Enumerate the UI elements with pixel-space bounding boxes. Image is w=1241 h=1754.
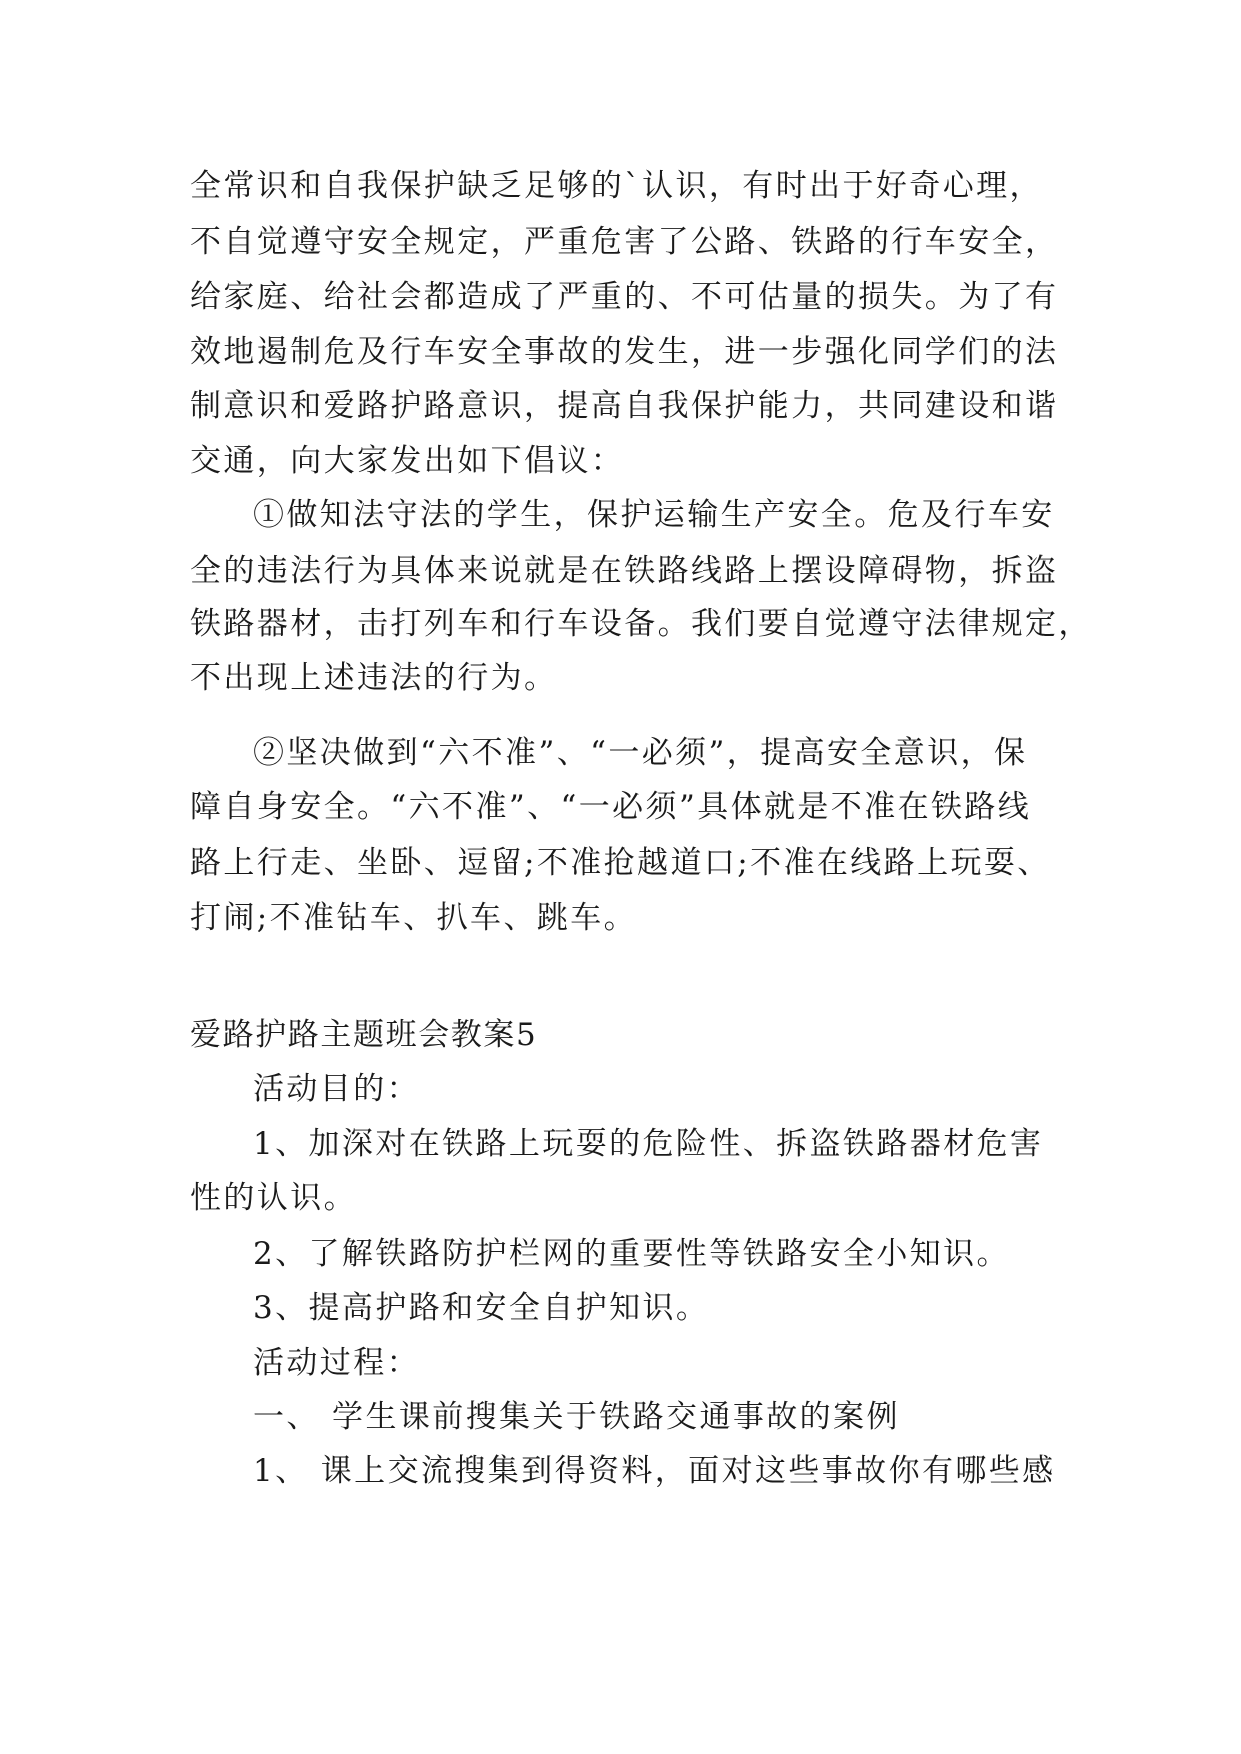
process-step-one-item: 1、 课上交流搜集到得资料，面对这些事故你有哪些感 <box>253 1453 1056 1489</box>
proposal-two-line: 打闹;不准钻车、扒车、跳车。 <box>190 900 638 936</box>
purpose-item-one-line: 1、加深对在铁路上玩耍的危险性、拆盗铁路器材危害 <box>253 1126 1044 1162</box>
paragraph-line: 交通，向大家发出如下倡议： <box>190 443 625 479</box>
proposal-two-line: 障自身安全。“六不准”、“一必须”具体就是不准在铁路线 <box>190 789 1032 825</box>
proposal-two-line: 路上行走、坐卧、逗留;不准抢越道口;不准在线路上玩耍、 <box>190 845 1051 881</box>
paragraph-line: 全常识和自我保护缺乏足够的`认识，有时出于好奇心理， <box>190 168 1043 204</box>
proposal-one-line: 不出现上述违法的行为。 <box>190 660 558 696</box>
proposal-one-line: ①做知法守法的学生，保护运输生产安全。危及行车安 <box>253 497 1055 533</box>
purpose-heading: 活动目的： <box>253 1071 420 1107</box>
process-heading: 活动过程： <box>253 1345 420 1381</box>
paragraph-line: 制意识和爱路护路意识，提高自我保护能力，共同建设和谐 <box>190 388 1059 424</box>
paragraph-line: 不自觉遵守安全规定，严重危害了公路、铁路的行车安全， <box>190 224 1059 260</box>
purpose-item-three: 3、提高护路和安全自护知识。 <box>253 1290 710 1326</box>
purpose-item-one-line: 性的认识。 <box>190 1180 357 1216</box>
proposal-one-line: 全的违法行为具体来说就是在铁路线路上摆设障碍物，拆盗 <box>190 553 1059 589</box>
paragraph-line: 效地遏制危及行车安全事故的发生，进一步强化同学们的法 <box>190 334 1059 370</box>
process-step-one: 一、 学生课前搜集关于铁路交通事故的案例 <box>253 1399 900 1435</box>
paragraph-line: 给家庭、给社会都造成了严重的、不可估量的损失。为了有 <box>190 279 1059 315</box>
section-title: 爱路护路主题班会教案5 <box>190 1017 538 1053</box>
proposal-one-line: 铁路器材，击打列车和行车设备。我们要自觉遵守法律规定， <box>190 606 1092 642</box>
purpose-item-two: 2、了解铁路防护栏网的重要性等铁路安全小知识。 <box>253 1236 1010 1272</box>
proposal-two-line: ②坚决做到“六不准”、“一必须”，提高安全意识，保 <box>253 735 1028 771</box>
